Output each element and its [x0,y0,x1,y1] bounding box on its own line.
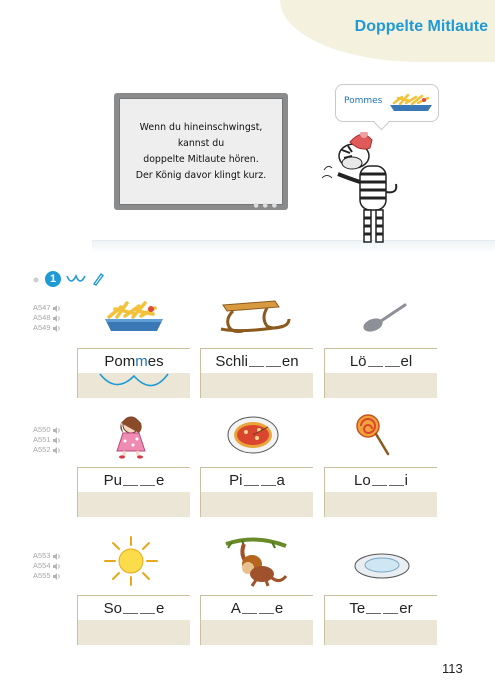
word-text [350,353,412,370]
audio-codes-row-2 [33,425,61,455]
word-field-top [201,468,313,492]
word-field-lolli[interactable] [324,467,437,517]
word-field-bottom [325,373,437,398]
word-end: en [281,352,299,370]
audio-code[interactable]: A551 [33,435,61,445]
letter-blank[interactable] [389,474,404,486]
word-field-bottom [201,373,313,398]
speaker-icon [53,563,61,570]
speaker-icon [53,325,61,332]
audio-code[interactable]: A552 [33,445,61,455]
word-field-bottom [78,492,190,517]
word-start: Schli [215,352,248,370]
sled-icon [217,297,293,337]
word-field-bottom [201,620,313,645]
letter-blank[interactable] [259,602,274,614]
letter-blank[interactable] [366,602,381,614]
spoon-icon [361,299,409,335]
word-field-affe[interactable] [200,595,313,645]
letter-blank[interactable] [266,355,281,367]
letter-blank[interactable] [140,474,155,486]
picture-lollipop [354,410,390,460]
letter-blank[interactable] [242,602,257,614]
fries-icon [101,299,167,335]
monkey-icon [222,534,292,588]
sun-icon [101,535,161,587]
word-field-bottom [201,492,313,517]
speech-bubble [335,84,439,122]
letter-blank[interactable] [249,355,264,367]
word-text [349,600,412,617]
word-field-bottom [325,492,437,517]
page-number: 113 [442,661,463,676]
speaker-icon [53,305,61,312]
word-field-top [325,596,437,620]
fries-tray-icon [388,93,434,113]
chalkboard-text [119,98,283,205]
word-start: Te [349,599,366,617]
word-start: Lö [349,352,367,370]
word-text [104,600,165,617]
letter-blank[interactable] [123,602,138,614]
plate-icon [353,550,411,582]
word-text [104,353,163,370]
picture-sun [100,535,162,587]
audio-code[interactable]: A547 [33,303,61,313]
audio-code[interactable]: A548 [33,313,61,323]
picture-doll [108,412,154,460]
picture-monkey [222,533,292,589]
word-text [215,353,298,370]
scene-floor [92,240,495,254]
letter-blank[interactable] [261,474,276,486]
speaker-icon [53,427,61,434]
word-end: el [400,352,413,370]
word-text [229,472,285,489]
audio-code[interactable]: A555 [33,571,61,581]
swing-arcs-icon [98,371,170,391]
word-field-bottom [78,620,190,645]
word-field-top [201,596,313,620]
word-field-teller[interactable] [324,595,437,645]
word-field-bottom [325,620,437,645]
board-line: Wenn du hineinschwingst, [139,121,263,133]
page-title: Doppelte Mitlaute [354,18,488,35]
audio-code[interactable]: A553 [33,551,61,561]
word-start: Pom [104,352,136,370]
audio-code[interactable]: A550 [33,425,61,435]
word-field-pommes[interactable] [77,348,190,398]
picture-pizza [225,410,281,460]
word-text [231,600,283,617]
dot-icon [31,274,41,284]
word-end: e [156,471,165,489]
word-field-schlitten[interactable] [200,348,313,398]
doll-icon [109,413,153,459]
swing-arcs-icon [65,272,87,286]
letter-blank[interactable] [372,474,387,486]
picture-spoon [360,296,410,338]
word-text [354,472,408,489]
zebra-icon [318,132,408,247]
audio-codes-row-3 [33,551,61,581]
speech-bubble-word: Pommes [344,96,383,106]
exercise-header [31,271,105,287]
word-field-top [325,349,437,373]
picture-plate [352,548,412,584]
picture-fries [98,296,170,338]
word-start: Pu [103,471,122,489]
word-start: Pi [229,471,243,489]
word-end: i [404,471,409,489]
letter-blank[interactable] [244,474,259,486]
exercise-number: 1 [45,271,61,287]
pizza-icon [226,415,280,455]
word-field-top [201,349,313,373]
audio-codes-row-1 [33,303,61,333]
speaker-icon [53,447,61,454]
word-end: es [147,352,164,370]
speaker-icon [53,553,61,560]
word-field-puppe[interactable] [77,467,190,517]
word-text [104,472,165,489]
lollipop-icon [354,412,390,458]
board-line: Der König davor klingt kurz. [135,169,267,181]
chalkboard [114,93,288,210]
word-field-top [78,468,190,492]
audio-code[interactable]: A554 [33,561,61,571]
letter-blank[interactable] [140,602,155,614]
speaker-icon [53,573,61,580]
board-line: doppelte Mitlaute hören. [143,153,259,165]
letter-blank[interactable] [385,355,400,367]
audio-code[interactable]: A549 [33,323,61,333]
word-end: e [156,599,165,617]
word-end: er [399,599,413,617]
word-field-pizza[interactable] [200,467,313,517]
word-start: A [230,599,241,617]
board-line: kannst du [177,137,225,149]
pencil-icon [91,272,105,286]
word-start: Lo [353,471,371,489]
word-start: So [103,599,122,617]
board-dots: ● ● ● [253,202,278,209]
word-end: e [274,599,284,617]
word-field-top [325,468,437,492]
speaker-icon [53,437,61,444]
word-doubled-letter: m [135,352,148,370]
picture-sled [215,296,295,338]
letter-blank[interactable] [368,355,383,367]
word-end: a [276,471,285,489]
word-field-sonne[interactable] [77,595,190,645]
letter-blank[interactable] [123,474,138,486]
word-field-loeffel[interactable] [324,348,437,398]
word-field-top [78,349,190,373]
word-field-top [78,596,190,620]
speaker-icon [53,315,61,322]
letter-blank[interactable] [383,602,398,614]
